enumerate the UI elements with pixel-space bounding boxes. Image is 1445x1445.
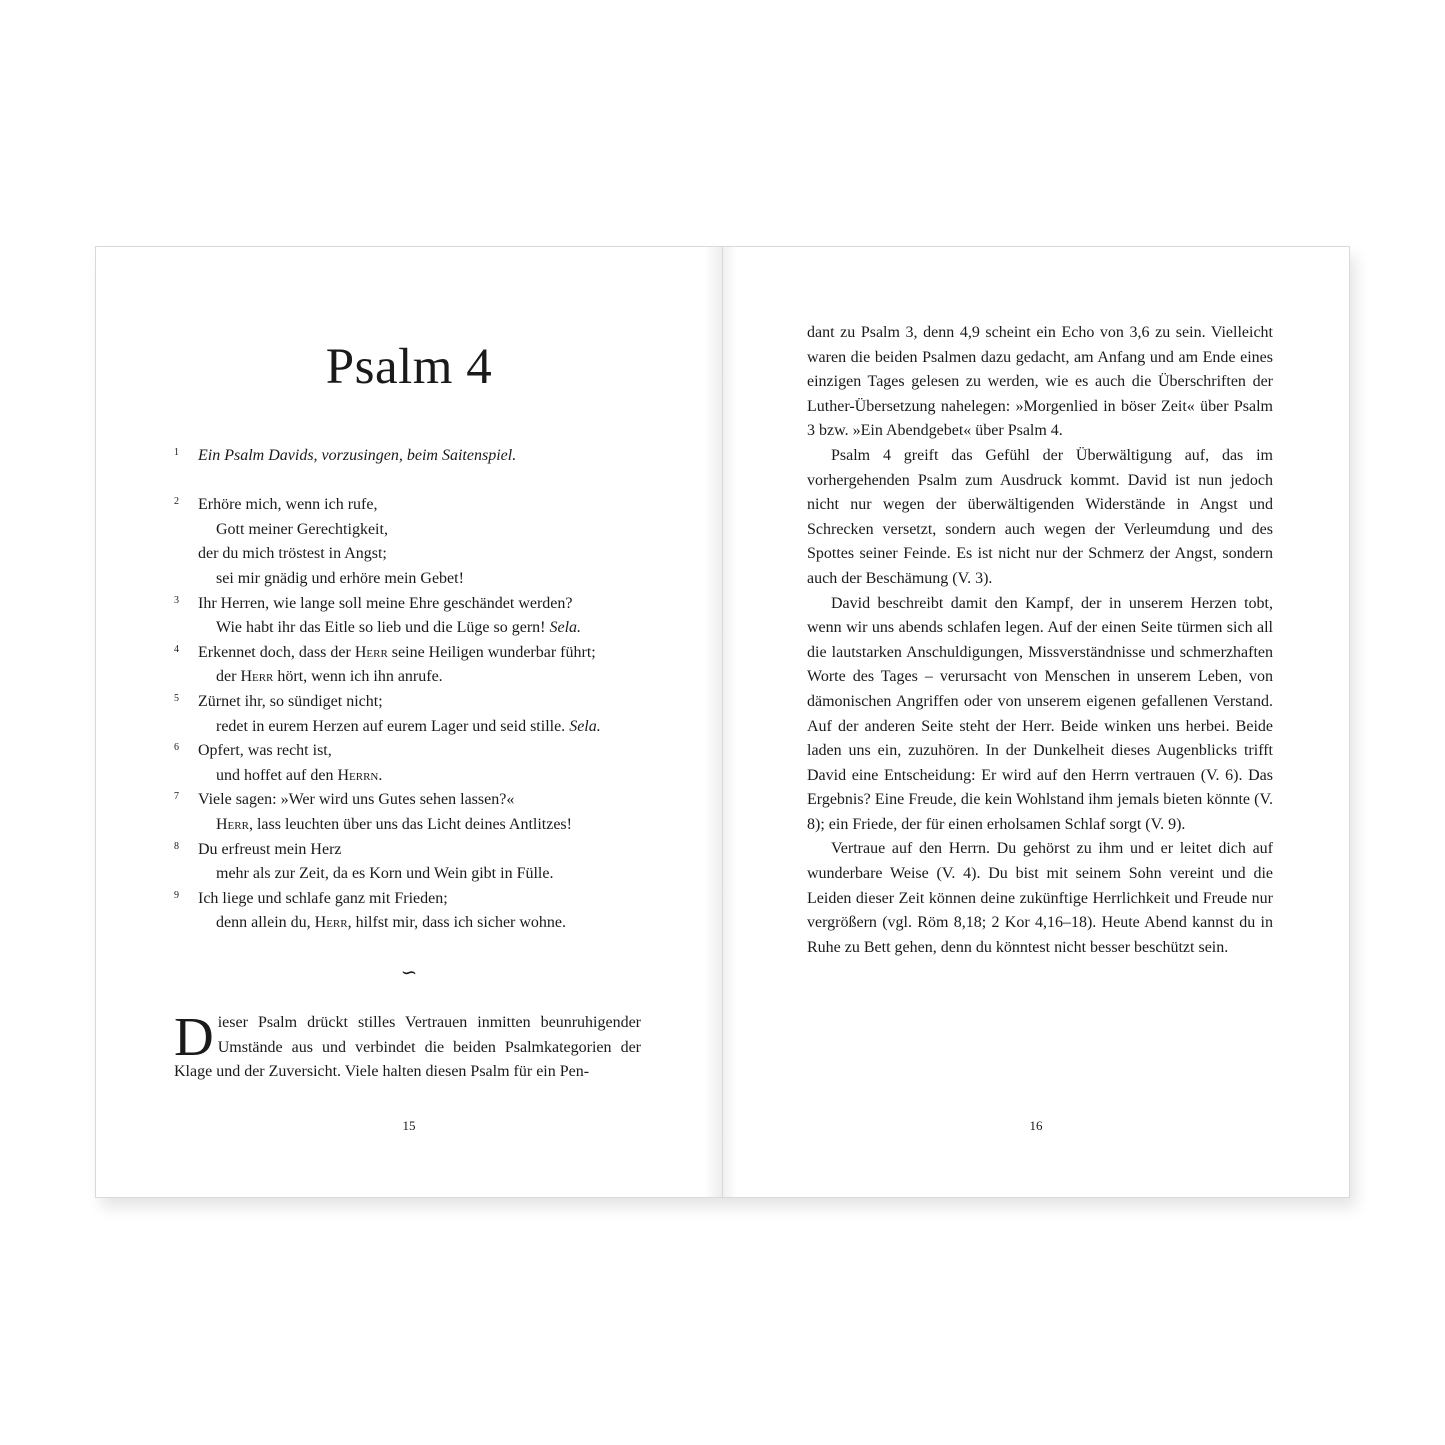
commentary-text: ieser Psalm drückt stilles Vertrauen inmitten beunruhigender Umstände aus und verbindet die beiden Psalmkategorien der Klage und der Zuversicht. Viele halten diesen Psalm für ein Pen-: [174, 1014, 641, 1081]
divine-name: Herr: [240, 668, 274, 686]
verse-number: 9: [174, 889, 179, 901]
verse-text: mehr als zur Zeit, da es Korn und Wein gibt in Fülle.: [216, 865, 554, 883]
verse-number: 5: [174, 692, 179, 704]
verse-line: [174, 764, 654, 789]
commentary-paragraph: [174, 1006, 641, 1085]
commentary-paragraph: Vertraue auf den Herrn. Du gehörst zu ihm und er leitet dich auf wunderbare Weise (V. 4). Du bist mit seinem Sohn vereint und die Leiden dieser Zeit können deine zukünftige Herrlichkeit und Freude nur vergrößern (vgl. Röm 8,18; 2 Kor 4,16–18). Heute Abend kannst du in Ruhe zu Bett gehen, denn du könntest nicht besser beschützt sein.: [807, 840, 1273, 956]
sela-mark: Sela.: [569, 717, 601, 735]
page-title: Psalm 4: [325, 339, 493, 395]
verse-number: 8: [174, 840, 179, 852]
verse-text: , lass leuchten über uns das Licht deines Antlitzes!: [248, 815, 572, 833]
verse-line: [174, 592, 654, 617]
sela-mark: Sela.: [549, 619, 582, 637]
divine-name: Herrn: [337, 766, 379, 784]
verse-text: und hoffet auf den: [216, 766, 338, 784]
verse-text: denn allein du,: [216, 914, 315, 932]
verse-text: Erhöre mich, wenn ich rufe,: [198, 496, 378, 514]
verse-number: 1: [174, 447, 179, 458]
verse-line: [174, 542, 654, 567]
superscription: [174, 444, 654, 469]
verse-number: 4: [174, 643, 179, 655]
left-page: [95, 246, 723, 1198]
section-ornament: ∽: [400, 962, 418, 984]
verse-text: Ich liege und schlafe ganz mit Frieden;: [198, 889, 448, 907]
verse-number: 2: [174, 496, 179, 508]
verse-text: der du mich tröstest in Angst;: [198, 545, 387, 563]
verse-text: , hilfst mir, dass ich sicher wohne.: [347, 914, 567, 932]
verse-number: 7: [174, 791, 179, 803]
verse-text: redet in eurem Herzen auf eurem Lager und seid stille.: [216, 717, 566, 735]
commentary-body: [807, 321, 1273, 960]
book-spread: [95, 246, 1350, 1198]
verse-text: Wie habt ihr das Eitle so lieb und die Lüge so gern!: [216, 619, 546, 637]
verse-text: .: [378, 766, 383, 784]
commentary-paragraph: Psalm 4 greift das Gefühl der Überwältigung auf, das im vorhergehenden Psalm zum Ausdruck kommt. David ist nun jedoch nicht nur wegen der überwältigenden Widerstände in Angst und Schrecken versetzt, sondern auch wegen der Verleumdung und des Spottes seiner Feinde. Es ist nicht nur der Schmerz der Angst, sondern auch der Beschämung (V. 3).: [807, 446, 1273, 587]
commentary-paragraph: dant zu Psalm 3, denn 4,9 scheint ein Echo von 3,6 zu sein. Vielleicht waren die beiden Psalmen dazu gedacht, am Anfang und am Ende eines einzigen Tages gelesen zu werden, wie es auch die Überschriften der Luther-Übersetzung nahelegen: »Morgenlied in böser Zeit« über Psalm 3 bzw. »Ein Abendgebet« über Psalm 4.: [807, 324, 1273, 440]
commentary-paragraph: David beschreibt damit den Kampf, der in unserem Herzen tobt, wenn wir uns abends schlafen legen. Auf der einen Seite türmen sich all die lautstarken Anschuldigungen, Missverständnisse und schmerzhaften Worte des Tages – verursacht von Menschen in unserem Leben, von dämonischen Angriffen oder von unserem eigenen gefallenen Verstand. Auf der anderen Seite steht der Herr. Beide winken uns herbei. Beide laden uns ein, zuzuhören. In der Dunkelheit dieses Augenblicks trifft David eine Entscheidung: Er wird auf den Herrn vertrauen (V. 6). Das Ergebnis? Eine Freude, die kein Wohlstand ihm jemals bieten könnte (V. 8); ein Friede, der für einen erholsamen Schlaf sorgt (V. 9).: [807, 594, 1273, 833]
verse-text: Gott meiner Gerechtigkeit,: [216, 520, 388, 538]
divine-name: Herr: [314, 914, 348, 932]
verse-line: [174, 641, 654, 666]
verse-text: Du erfreust mein Herz: [198, 840, 342, 858]
verse-line: [174, 567, 654, 592]
verse-text: hört, wenn ich ihn anrufe.: [273, 668, 443, 686]
verse-text: der: [216, 668, 241, 686]
verse-line: [174, 887, 654, 912]
verse-text: Ihr Herren, wie lange soll meine Ehre geschändet werden?: [198, 594, 573, 612]
verse-line: [174, 518, 654, 543]
verse-number: 6: [174, 742, 179, 754]
verse-line: [174, 739, 654, 764]
verse-line: [174, 838, 654, 863]
verse-text: seine Heiligen wunderbar führt;: [387, 643, 596, 661]
verse-line: [174, 862, 654, 887]
page-number: 16: [1029, 1118, 1043, 1133]
verse-line: [174, 665, 654, 690]
divine-name: Herr: [354, 643, 388, 661]
psalm-verses: [174, 444, 654, 936]
verse-text: sei mir gnädig und erhöre mein Gebet!: [216, 569, 464, 587]
divine-name: Herr: [216, 815, 249, 833]
verse-line: [174, 911, 654, 936]
drop-cap: D: [174, 1006, 214, 1067]
verse-number: 3: [174, 594, 179, 606]
verse-text: Viele sagen: »Wer wird uns Gutes sehen lassen?«: [198, 791, 515, 809]
verse-line: [174, 715, 654, 740]
verse-line: [174, 813, 654, 838]
verse-line: [174, 690, 654, 715]
verse-line: [174, 493, 654, 518]
verse-text: Opfert, was recht ist,: [198, 742, 332, 760]
superscription-text: Ein Psalm Davids, vorzusingen, beim Saitenspiel.: [198, 447, 517, 464]
verse-line: [174, 788, 654, 813]
verse-text: Zürnet ihr, so sündiget nicht;: [198, 692, 383, 710]
right-page: [722, 246, 1350, 1198]
verse-text: Erkennet doch, dass der: [198, 643, 355, 661]
page-number: 15: [402, 1118, 416, 1133]
verse-line: [174, 616, 654, 641]
